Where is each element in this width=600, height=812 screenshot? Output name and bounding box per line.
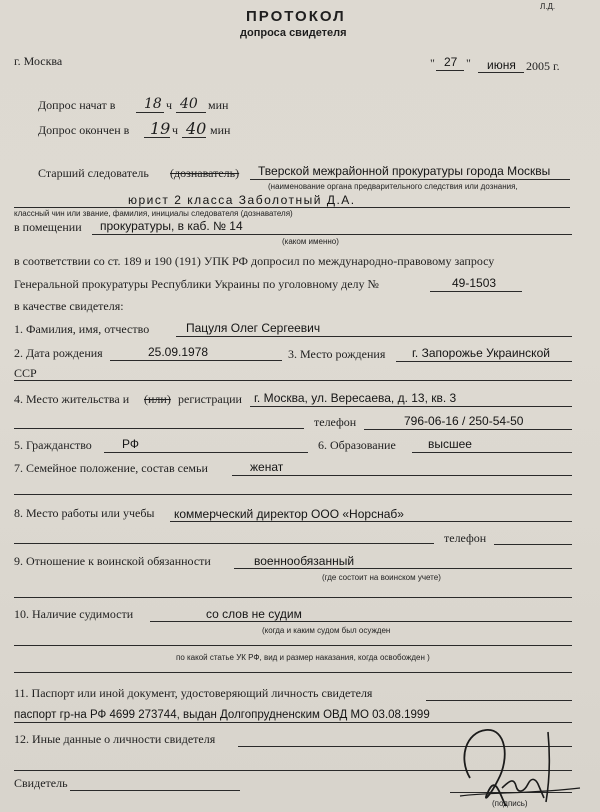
document-title: ПРОТОКОЛ [246, 8, 346, 25]
end-min: 40 [186, 119, 207, 138]
end-min-unit: мин [210, 123, 231, 137]
f11-line [426, 700, 572, 701]
document-subtitle: допроса свидетеля [240, 27, 347, 39]
f10-line-2 [14, 645, 572, 646]
f6-label: 6. Образование [318, 438, 396, 452]
f5-value: РФ [122, 437, 139, 451]
f3-value-2: ССР [14, 366, 37, 380]
signature-stroke-4 [460, 788, 580, 796]
f2-line [110, 360, 282, 361]
signature-label: Свидетель [14, 776, 68, 790]
f7-line [232, 475, 572, 476]
end-h-unit: ч [172, 123, 179, 137]
f3-line-2 [14, 380, 572, 381]
investigator-hint1: (наименование органа предварительного следствия или дознания, [268, 182, 518, 191]
end-hour: 19 [150, 119, 171, 138]
date-day-line [436, 70, 464, 71]
date-month-line [478, 72, 524, 73]
f3-label: 3. Место рождения [288, 347, 386, 361]
room-value: прокуратуры, в каб. № 14 [100, 219, 243, 233]
legal-line-1: в соответствии со ст. 189 и 190 (191) УПК РФ допросил по международно-правовому запросу [14, 254, 495, 268]
end-min-line [182, 137, 206, 138]
f8-line-2 [14, 543, 434, 544]
f7-line-2 [14, 494, 572, 495]
f9-line [234, 568, 572, 569]
f8-value: коммерческий директор ООО «Норснаб» [174, 507, 404, 521]
f10-value: со слов не судим [206, 607, 302, 621]
investigator-struck: (дознаватель) [170, 166, 240, 180]
investigator-organ: Тверской межрайонной прокуратуры города Москвы [258, 164, 551, 178]
f8-phone-line [494, 544, 572, 545]
start-min: 40 [180, 96, 198, 112]
signature-stroke-2 [502, 779, 544, 798]
f9-label: 9. Отношение к воинской обязанности [14, 554, 211, 568]
case-number: 49-1503 [452, 276, 497, 290]
f5-line [104, 452, 308, 453]
investigator-prefix: Старший следователь [38, 166, 149, 180]
date-quote-open: " [430, 56, 435, 70]
end-label: Допрос окончен в [38, 123, 130, 137]
f4-phone-label: телефон [314, 415, 357, 429]
f8-label: 8. Место работы или учебы [14, 506, 155, 520]
date-day: 27 [444, 55, 458, 69]
f7-value: женат [250, 460, 284, 474]
f4-phone: 796-06-16 / 250-54-50 [404, 414, 524, 428]
f10-label: 10. Наличие судимости [14, 607, 134, 621]
date-month: июня [487, 58, 516, 72]
f2-value: 25.09.1978 [148, 345, 209, 359]
f2-label: 2. Дата рождения [14, 346, 103, 360]
as-witness: в качестве свидетеля: [14, 299, 124, 313]
start-h-unit: ч [166, 98, 173, 112]
f9-value: военнообязанный [254, 554, 355, 568]
f12-label: 12. Иные данные о личности свидетеля [14, 732, 216, 746]
f3-line [396, 361, 572, 362]
f1-value: Пацуля Олег Сергеевич [186, 321, 321, 335]
investigator-name-line [14, 207, 570, 208]
room-label: в помещении [14, 220, 82, 234]
date-year: 2005 г. [526, 59, 560, 73]
f4-struck: (или) [144, 392, 171, 406]
start-hour-line [136, 112, 164, 113]
legal-line-2: Генеральной прокуратуры Республики Украины по уголовному делу № [14, 277, 379, 291]
f7-label: 7. Семейное положение, состав семьи [14, 461, 208, 475]
investigator-organ-line [250, 179, 570, 180]
room-line [92, 234, 572, 235]
f11-value: паспорт гр-на РФ 4699 273744, выдан Долгопрудненским ОВД МО 03.08.1999 [14, 709, 430, 721]
f9-hint: (где состоит на воинском учете) [322, 573, 441, 582]
start-label: Допрос начат в [38, 98, 116, 112]
start-min-line [176, 112, 206, 113]
f6-value: высшее [428, 437, 472, 451]
f10-hint2: по какой статье УК РФ, вид и размер наказания, когда освобожден ) [176, 653, 430, 662]
f4-line-2 [14, 428, 304, 429]
f9-line-2 [14, 597, 572, 598]
f4-line [250, 406, 572, 407]
case-number-line [430, 291, 522, 292]
city: г. Москва [14, 54, 63, 68]
investigator-name: юрист 2 класса Заболотный Д.А. [128, 193, 356, 207]
f10-hint1: (когда и каким судом был осужден [262, 626, 391, 635]
start-min-unit: мин [208, 98, 229, 112]
f5-label: 5. Гражданство [14, 438, 92, 452]
signature-line-left [70, 790, 240, 791]
end-hour-line [144, 137, 170, 138]
f4-label-a: 4. Место жительства и [14, 392, 130, 406]
witness-signature-image [440, 718, 590, 812]
f10-line-3 [14, 672, 572, 673]
f10-line [150, 621, 572, 622]
f1-label: 1. Фамилия, имя, отчество [14, 322, 150, 336]
corner-mark: Л.Д. [540, 2, 556, 11]
date-quote-close: " [466, 56, 471, 70]
signature-hint: (подпись) [492, 799, 528, 808]
f1-line [176, 336, 572, 337]
f8-line [170, 521, 572, 522]
investigator-hint2: классный чин или звание, фамилия, инициалы следователя (дознавателя) [14, 209, 293, 218]
f4-label-b: регистрации [178, 392, 242, 406]
f4-value: г. Москва, ул. Вересаева, д. 13, кв. 3 [254, 391, 457, 405]
f4-phone-line [364, 429, 572, 430]
f6-line [412, 452, 572, 453]
start-hour: 18 [144, 96, 162, 112]
f11-label: 11. Паспорт или иной документ, удостоверяющий личность свидетеля [14, 686, 373, 700]
f8-phone-label: телефон [444, 531, 487, 545]
room-hint: (каком именно) [282, 237, 339, 246]
f3-value: г. Запорожье Украинской [412, 346, 550, 360]
